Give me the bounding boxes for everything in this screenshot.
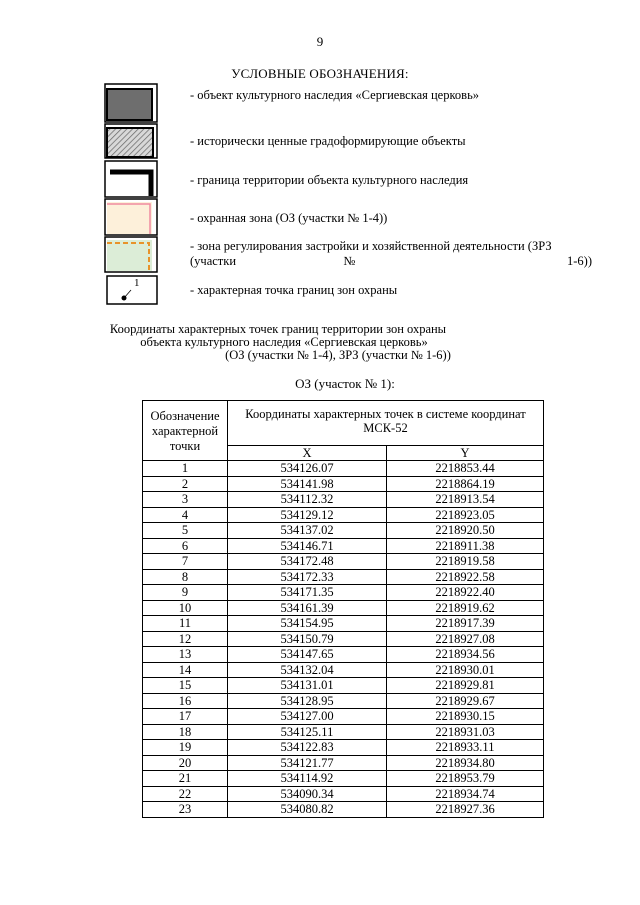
- cell-y: 2218934.56: [387, 647, 544, 663]
- cell-point: 17: [143, 709, 228, 725]
- table-row: [143, 476, 544, 492]
- cell-point: 14: [143, 662, 228, 678]
- table-row: [143, 755, 544, 771]
- legend-symbol-protection-zone: [104, 198, 158, 236]
- legend-point-label: 1: [134, 277, 140, 289]
- cell-x: 534121.77: [228, 755, 387, 771]
- legend-symbol-characteristic-point: [106, 275, 158, 305]
- cell-y: 2218922.58: [387, 569, 544, 585]
- col-header-y: Y: [387, 446, 544, 461]
- cell-y: 2218933.11: [387, 740, 544, 756]
- table-row: [143, 647, 544, 663]
- table-row: [143, 662, 544, 678]
- table-row: [143, 631, 544, 647]
- cell-x: 534127.00: [228, 709, 387, 725]
- legend-item-historic-objects: - исторически ценные градоформирующие объекты: [190, 134, 466, 148]
- cell-y: 2218929.67: [387, 693, 544, 709]
- cell-point: 3: [143, 492, 228, 508]
- col-header-point: Обозначение характерной точки: [143, 401, 228, 461]
- cell-point: 19: [143, 740, 228, 756]
- table-row: [143, 740, 544, 756]
- page-number: 9: [316, 34, 324, 49]
- cell-y: 2218920.50: [387, 523, 544, 539]
- cell-point: 15: [143, 678, 228, 694]
- table-row: [143, 569, 544, 585]
- cell-point: 5: [143, 523, 228, 539]
- cell-y: 2218929.81: [387, 678, 544, 694]
- cell-y: 2218919.62: [387, 600, 544, 616]
- cell-point: 21: [143, 771, 228, 787]
- table-row: [143, 554, 544, 570]
- table-row: [143, 492, 544, 508]
- cell-point: 12: [143, 631, 228, 647]
- cell-x: 534137.02: [228, 523, 387, 539]
- cell-point: 13: [143, 647, 228, 663]
- legend-symbol-territory-boundary: [104, 160, 158, 198]
- cell-y: 2218934.74: [387, 786, 544, 802]
- cell-x: 534080.82: [228, 802, 387, 818]
- cell-x: 534147.65: [228, 647, 387, 663]
- cell-y: 2218923.05: [387, 507, 544, 523]
- cell-y: 2218853.44: [387, 461, 544, 477]
- cell-point: 10: [143, 600, 228, 616]
- cell-y: 2218927.08: [387, 631, 544, 647]
- cell-y: 2218930.15: [387, 709, 544, 725]
- subheading: ОЗ (участок № 1):: [295, 376, 395, 391]
- table-row: [143, 678, 544, 694]
- cell-y: 2218931.03: [387, 724, 544, 740]
- cell-x: 534172.33: [228, 569, 387, 585]
- legend-symbol-heritage-object: [104, 83, 158, 123]
- col-header-x: X: [228, 446, 387, 461]
- legend-item-characteristic-point: - характерная точка границ зон охраны: [190, 283, 398, 297]
- cell-y: 2218917.39: [387, 616, 544, 632]
- cell-x: 534090.34: [228, 786, 387, 802]
- table-body: [143, 461, 544, 818]
- cell-x: 534161.39: [228, 600, 387, 616]
- cell-point: 20: [143, 755, 228, 771]
- heading-line-3: (ОЗ (участки № 1-4), ЗРЗ (участки № 1-6)): [225, 348, 451, 362]
- table-row: [143, 709, 544, 725]
- cell-point: 22: [143, 786, 228, 802]
- col-header-coords: Координаты характерных точек в системе координат МСК-52: [228, 401, 544, 446]
- cell-y: 2218919.58: [387, 554, 544, 570]
- table-row: [143, 523, 544, 539]
- cell-x: 534125.11: [228, 724, 387, 740]
- cell-x: 534126.07: [228, 461, 387, 477]
- cell-y: 2218927.36: [387, 802, 544, 818]
- legend-symbol-historic-objects: [104, 123, 158, 159]
- cell-x: 534114.92: [228, 771, 387, 787]
- heading-line-1: Координаты характерных точек границ территории зон охраны: [109, 322, 447, 336]
- cell-x: 534112.32: [228, 492, 387, 508]
- cell-point: 11: [143, 616, 228, 632]
- table-row: [143, 600, 544, 616]
- legend-item-heritage-object: - объект культурного наследия «Сергиевская церковь»: [190, 88, 480, 102]
- cell-x: 534132.04: [228, 662, 387, 678]
- cell-x: 534171.35: [228, 585, 387, 601]
- legend-item-territory-boundary: - граница территории объекта культурного наследия: [190, 173, 469, 187]
- table-row: [143, 802, 544, 818]
- table-row: [143, 507, 544, 523]
- table-row: [143, 616, 544, 632]
- cell-point: 2: [143, 476, 228, 492]
- table-row: [143, 538, 544, 554]
- cell-x: 534150.79: [228, 631, 387, 647]
- legend-symbol-regulation-zone: [104, 236, 158, 273]
- cell-point: 6: [143, 538, 228, 554]
- cell-point: 8: [143, 569, 228, 585]
- cell-point: 4: [143, 507, 228, 523]
- legend-item-protection-zone: - охранная зона (ОЗ (участки № 1-4)): [190, 211, 388, 225]
- cell-x: 534131.01: [228, 678, 387, 694]
- cell-point: 9: [143, 585, 228, 601]
- cell-point: 23: [143, 802, 228, 818]
- heading-line-2: объекта культурного наследия «Сергиевская церковь»: [140, 335, 428, 349]
- cell-y: 2218934.80: [387, 755, 544, 771]
- legend-item-regulation-zone: [190, 239, 592, 269]
- cell-y: 2218911.38: [387, 538, 544, 554]
- cell-x: 534141.98: [228, 476, 387, 492]
- cell-point: 16: [143, 693, 228, 709]
- table-row: [143, 771, 544, 787]
- cell-x: 534129.12: [228, 507, 387, 523]
- cell-y: 2218953.79: [387, 771, 544, 787]
- cell-x: 534128.95: [228, 693, 387, 709]
- cell-point: 1: [143, 461, 228, 477]
- cell-x: 534154.95: [228, 616, 387, 632]
- table-row: [143, 786, 544, 802]
- legend-title: УСЛОВНЫЕ ОБОЗНАЧЕНИЯ:: [231, 66, 409, 81]
- table-row: [143, 724, 544, 740]
- cell-x: 534146.71: [228, 538, 387, 554]
- cell-y: 2218922.40: [387, 585, 544, 601]
- table-row: [143, 585, 544, 601]
- cell-point: 7: [143, 554, 228, 570]
- cell-x: 534122.83: [228, 740, 387, 756]
- cell-y: 2218930.01: [387, 662, 544, 678]
- cell-x: 534172.48: [228, 554, 387, 570]
- cell-y: 2218864.19: [387, 476, 544, 492]
- legend-item-regulation-zone-text: - зона регулирования застройки и хозяйственной деятельности (ЗРЗ (участки № 1-6)): [190, 239, 592, 268]
- table-row: [143, 461, 544, 477]
- table-row: [143, 693, 544, 709]
- cell-point: 18: [143, 724, 228, 740]
- cell-y: 2218913.54: [387, 492, 544, 508]
- coordinates-table: [142, 400, 544, 818]
